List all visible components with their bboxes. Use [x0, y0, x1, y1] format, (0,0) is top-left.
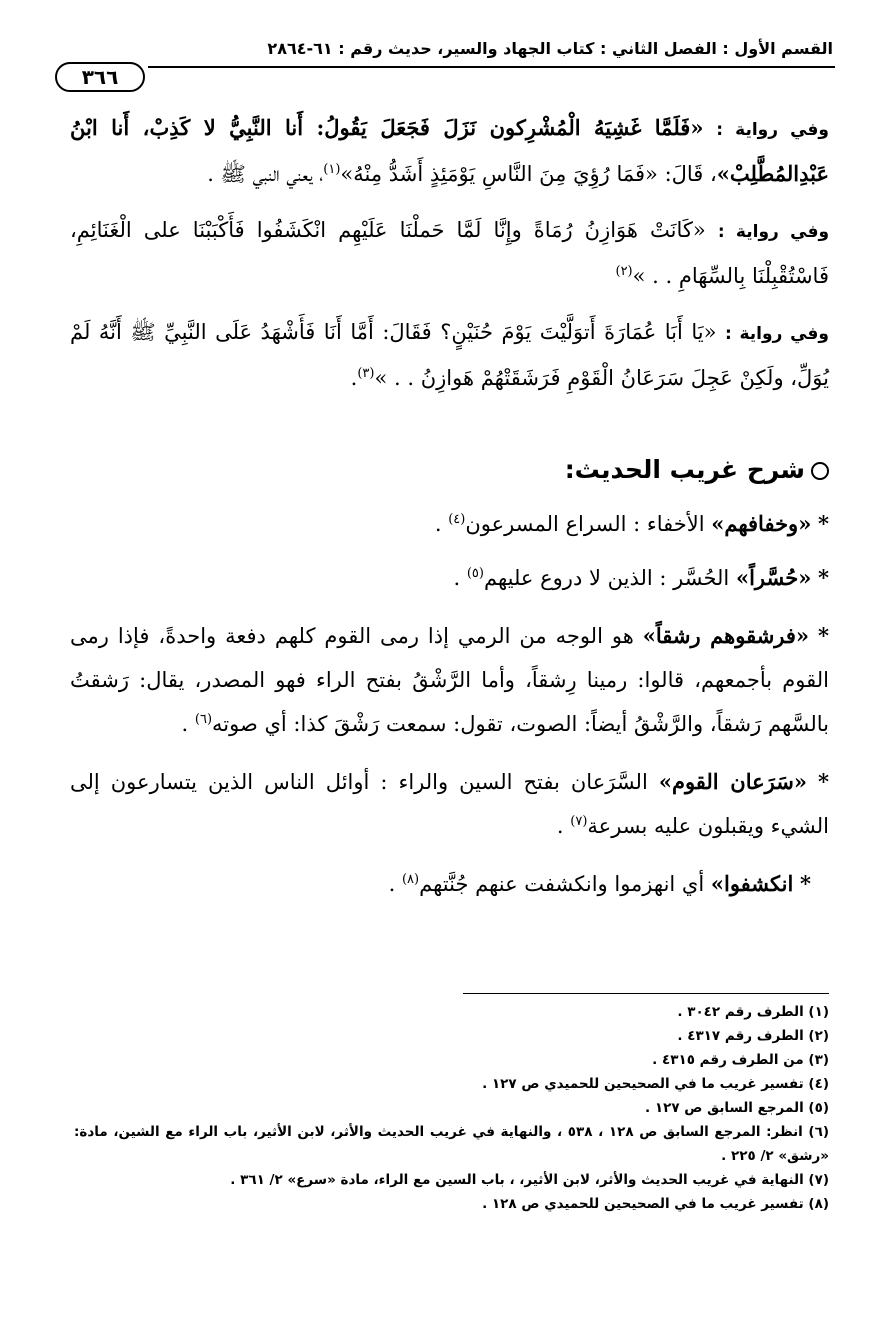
footnote: (٧) النهاية في غريب الحديث والأثر، لابن الأثير، ، باب السين مع الراء، مادة «سرع» ٢/ ٣٦١ . — [230, 1172, 829, 1188]
glossary-definition: السَّرَعان بفتح السين والراء : أوائل الناس الذين يتسارعون إلى الشيء ويقبلون عليه بسرعة — [70, 770, 829, 838]
glossary-definition: الحُسَّر : الذين لا دروع عليهم — [483, 566, 736, 590]
glossary-entry — [70, 862, 811, 906]
narrations-block — [70, 106, 829, 400]
footnote-separator — [463, 993, 829, 994]
narration-label: وفي رواية : — [717, 222, 830, 242]
glossary-definition: الأخفاء : السراع المسرعون — [465, 512, 712, 536]
narration-label: وفي رواية : — [724, 324, 829, 344]
glossary-term: انكشفوا» — [710, 871, 794, 896]
narration-text: ، قَالَ: «فَمَا رُؤِيَ مِنَ النَّاسِ يَوْمَئِذٍ أَشَدُّ مِنْهُ» — [340, 162, 717, 186]
glossary-definition: أي انهزموا وانكشفت عنهم جُنَّتهم — [419, 872, 711, 896]
footnote: (١) الطرف رقم ٣٠٤٢ . — [677, 1004, 829, 1020]
footnote: (٦) انظر: المرجع السابق ص ١٢٨ ، ٥٣٨ ، والنهاية في غريب الحديث والأثر، لابن الأثير، باب الراء مع الشين، مادة: «رشق» ٢/ ٢٢٥ . — [74, 1124, 830, 1164]
glossary-entry — [70, 502, 829, 546]
footnote-marker: (٤) — [448, 512, 466, 527]
glossary-tail: . — [388, 872, 402, 896]
glossary-term: «سَرَعان القوم» — [658, 769, 807, 794]
glossary-entry — [70, 760, 829, 848]
footnote-marker: (٨) — [401, 872, 420, 887]
glossary-tail: . — [556, 814, 571, 838]
circle-bullet-icon — [811, 462, 829, 480]
glossary-term: «وخفافهم» — [711, 511, 812, 536]
narration-1 — [70, 106, 829, 196]
glossary-term: «حُسَّراً» — [735, 565, 812, 590]
footnote: (٣) من الطرف رقم ٤٣١٥ . — [652, 1052, 829, 1068]
footnote: (٨) تفسير غريب ما في الصحيحين للحميدي ص ١٢٨ . — [482, 1196, 829, 1212]
footnote-marker: (١) — [323, 162, 341, 177]
glossary-term: «فرشقوهم رشقاً» — [642, 623, 810, 648]
bullet: * — [818, 565, 829, 590]
footnote: (٥) المرجع السابق ص ١٢٧ . — [645, 1100, 829, 1116]
bullet: * — [818, 511, 829, 536]
glossary-definition: هو الوجه من الرمي إذا رمى القوم كلهم دفعة واحدةً، فإذا رمى القوم بأجمعهم، قالوا: رمينا رِشقاً، وأما الرَّشْقُ بفتح الراء فهو المصدر، يقال: رَشقتُ بالسَّهم رَشقاً، والرَّشْقُ أيضاً: الصوت، تقول: سمعت رَشْقَ كذا: أي صوته — [70, 624, 829, 736]
narration-tail: . — [350, 366, 358, 390]
footnote-marker: (٦) — [194, 712, 213, 727]
glossary-tail: . — [434, 512, 449, 536]
narration-label: وفي رواية : — [716, 120, 829, 140]
footnote: (٢) الطرف رقم ٤٣١٧ . — [677, 1028, 829, 1044]
footnote-marker: (٢) — [615, 264, 633, 279]
section-heading — [70, 450, 829, 490]
narration-quote: «كَانَتْ هَوَازِنُ رُمَاةً وإِنَّا لَمَّا حَملْنَا عَلَيْهِم انْكَشَفُوا فَأَكْبَبْنَا على الْغَنَائِمِ، فَاسْتُقْبِلْنَا بِالسِّهَامِ . . » — [70, 218, 829, 288]
glossary-tail: . — [181, 712, 195, 736]
narration-3 — [70, 310, 829, 400]
section-heading-text: شرح غريب الحديث: — [564, 455, 805, 484]
glossary-entry — [70, 556, 829, 600]
narration-quote: «يَا أَبَا عُمَارَةَ أَتوَلَّيْتَ يَوْمَ حُنَيْنٍ؟ فَقَالَ: أَمَّا أَنَا فَأَشْهَدُ عَلَى النَّبِيِّ ﷺ أَنَّهُ لَمْ يُوَلِّ، ولَكِنْ عَجِلَ سَرَعَانُ الْقَوْمِ فَرَشَقَتْهُمْ هَوازِنُ . . » — [70, 320, 829, 390]
footnote: (٤) تفسير غريب ما في الصحيحين للحميدي ص ١٢٧ . — [482, 1076, 829, 1092]
bullet: * — [818, 769, 829, 794]
narration-2 — [70, 208, 829, 298]
bullet: * — [800, 871, 811, 896]
narration-tail: ، يعني النبي ﷺ . — [207, 162, 324, 186]
header-rule — [148, 66, 835, 68]
narration-quote: «فَلَمَّا غَشِيَهُ الْمُشْرِكون نَزَلَ فَجَعَلَ يَقُولُ: أَنا النَّبِيُّ لا كَذِبْ، أَنا ابْنُ عَبْدِالمُطَّلِبْ» — [70, 115, 829, 186]
glossary-block — [70, 502, 829, 906]
page-number: ٣٦٦ — [55, 62, 145, 92]
footnote-marker: (٥) — [466, 566, 484, 581]
footnote-marker: (٧) — [570, 814, 588, 829]
glossary-tail: . — [453, 566, 467, 590]
running-header: القسم الأول : الفصل الثاني : كتاب الجهاد والسير، حديث رقم : ٦١-٢٨٦٤ — [267, 39, 833, 58]
footnote-marker: (٣) — [357, 366, 375, 381]
footnotes — [74, 1000, 829, 1216]
bullet: * — [818, 623, 829, 648]
glossary-entry — [70, 614, 829, 746]
